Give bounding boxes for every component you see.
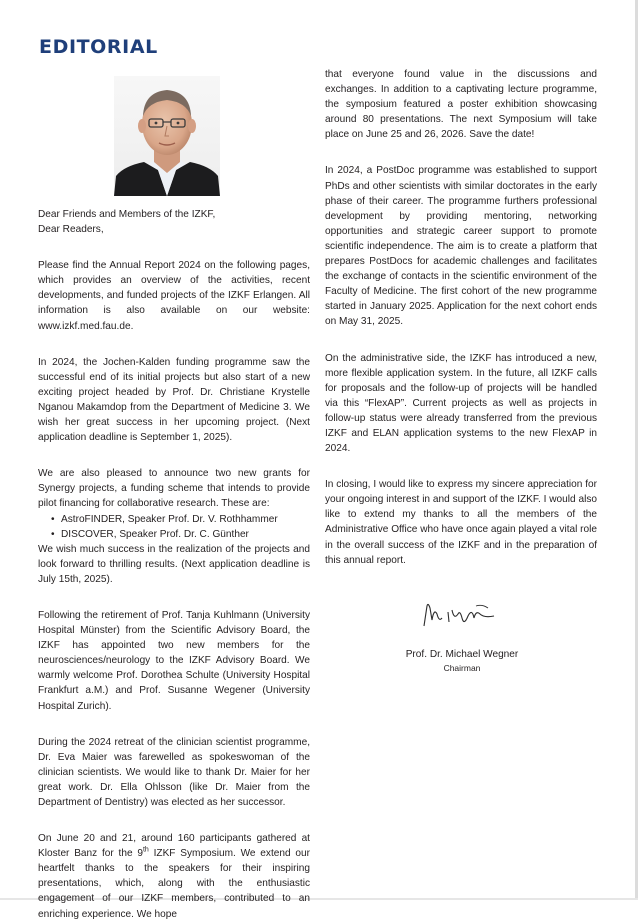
symposium-text-before: On June 20 and 21, around 160 participants gathered at Kloster Banz for the 9 bbox=[38, 833, 310, 860]
symposium-text-second-part: that everyone found value in the discussions and exchanges. In addition to a captivating lecture programme, the symposium featured a poster exhibition showcasing around 80 presentations. The next Symposium will take place on June 25 and 26, 2026. Save the date! bbox=[325, 69, 597, 141]
paragraph-symposium-continued bbox=[325, 67, 597, 142]
synergy-project-item: • DISCOVER, Speaker Prof. Dr. C. Günther bbox=[51, 527, 310, 542]
paragraph-closing: In closing, I would like to express my sincere appreciation for your ongoing interest in and support of the IZKF. I would also like to extend my thanks to all the members of the Administrative Office who have once again played a vital role in the overall success of the IZKF and in the preparation of this annual report. bbox=[325, 479, 597, 566]
page-title: EDITORIAL bbox=[39, 36, 158, 58]
signature-image bbox=[418, 596, 498, 630]
paragraph-postdoc: In 2024, a PostDoc programme was established to support PhDs and other scientists with similar doctorates in the early phase of their career. The programme furthers professional development by providing mentoring, networking opportunities and strategic career support to promote scientific independence. The aim is to create a platform that prepares PostDocs for academic challenges and facilitates the exchange of contacts in the scientific environment of the Faculty of Medicine. The first cohort of the new programme started in January 2025. Application for the next cohort ends on May 31, 2025. bbox=[325, 165, 597, 328]
paragraph-annual-report: Please find the Annual Report 2024 on the following pages, which provides an overview of the activities, recent developments, and funded projects of the IZKF Erlangen. All information is also available on our website: www.izkf.med.fau.de. bbox=[38, 260, 310, 332]
paragraph-synergy-intro: We are also pleased to announce two new grants for Synergy projects, a funding scheme that intends to provide pilot financing for collaborative research. These are: bbox=[38, 468, 310, 510]
symposium-text-first-part: IZKF Symposium. We extend our heartfelt thanks to the speakers for their inspiring presentations, which, along with the enthusiastic engagement of our IZKF members, contributed to an enriching experience. We hope bbox=[38, 848, 310, 920]
portrait-photo bbox=[114, 76, 220, 196]
right-column bbox=[325, 67, 597, 568]
left-column bbox=[38, 207, 310, 922]
synergy-project-item: • AstroFINDER, Speaker Prof. Dr. V. Rothhammer bbox=[51, 512, 310, 527]
salutation bbox=[38, 207, 310, 237]
salutation-line-2: Dear Readers, bbox=[38, 224, 104, 236]
paragraph-clinician-scientist: During the 2024 retreat of the clinician scientist programme, Dr. Eva Maier was farewelled as spokeswoman of the clinician scientists. We would like to thank Dr. Maier for her great work. Dr. Ella Ohlsson (like Dr. Maier from the Department of Dentistry) was elected as her successor. bbox=[38, 736, 310, 808]
paragraph-flexap: On the administrative side, the IZKF has introduced a new, more flexible application system. In the future, all IZKF calls for proposals and the follow-up of projects will be handled via this “FlexAP”. Current projects as well as projects in follow-up status were already transferred from the previous IZKF and ELAN application systems to the new FlexAP in 2024. bbox=[325, 352, 597, 455]
paragraph-synergy-outro: We wish much success in the realization of the projects and look forward to thrilling results. (Next application deadline is July 15th, 2025). bbox=[38, 543, 310, 585]
paragraph-jochen-kalden: In 2024, the Jochen-Kalden funding programme saw the successful end of its initial projects but also start of a new exciting project headed by Prof. Dr. Christiane Krystelle Nganou Makamdop from the Department of Medicine 3. We wish her great success in her upcoming project. (Next application deadline is September 1, 2025). bbox=[38, 356, 310, 444]
paragraph-symposium-start bbox=[38, 831, 310, 922]
salutation-line-1: Dear Friends and Members of the IZKF, bbox=[38, 209, 216, 220]
paragraph-advisory-board: Following the retirement of Prof. Tanja Kuhlmann (University Hospital Münster) from the Scientific Advisory Board, the IZKF has appointed two new members for the neurosciences/neurology to the IZKF Advisory Board. We warmly welcome Prof. Dorothea Schulte (University Hospital Frankfurt a.M.) and Prof. Susanne Wegener (University Hospital Zurich). bbox=[38, 609, 310, 712]
signer-role: Chairman bbox=[443, 663, 481, 673]
signer-name: Prof. Dr. Michael Wegner bbox=[405, 649, 519, 660]
symposium-ordinal-suffix: th bbox=[142, 846, 149, 854]
synergy-project-list bbox=[38, 512, 310, 542]
